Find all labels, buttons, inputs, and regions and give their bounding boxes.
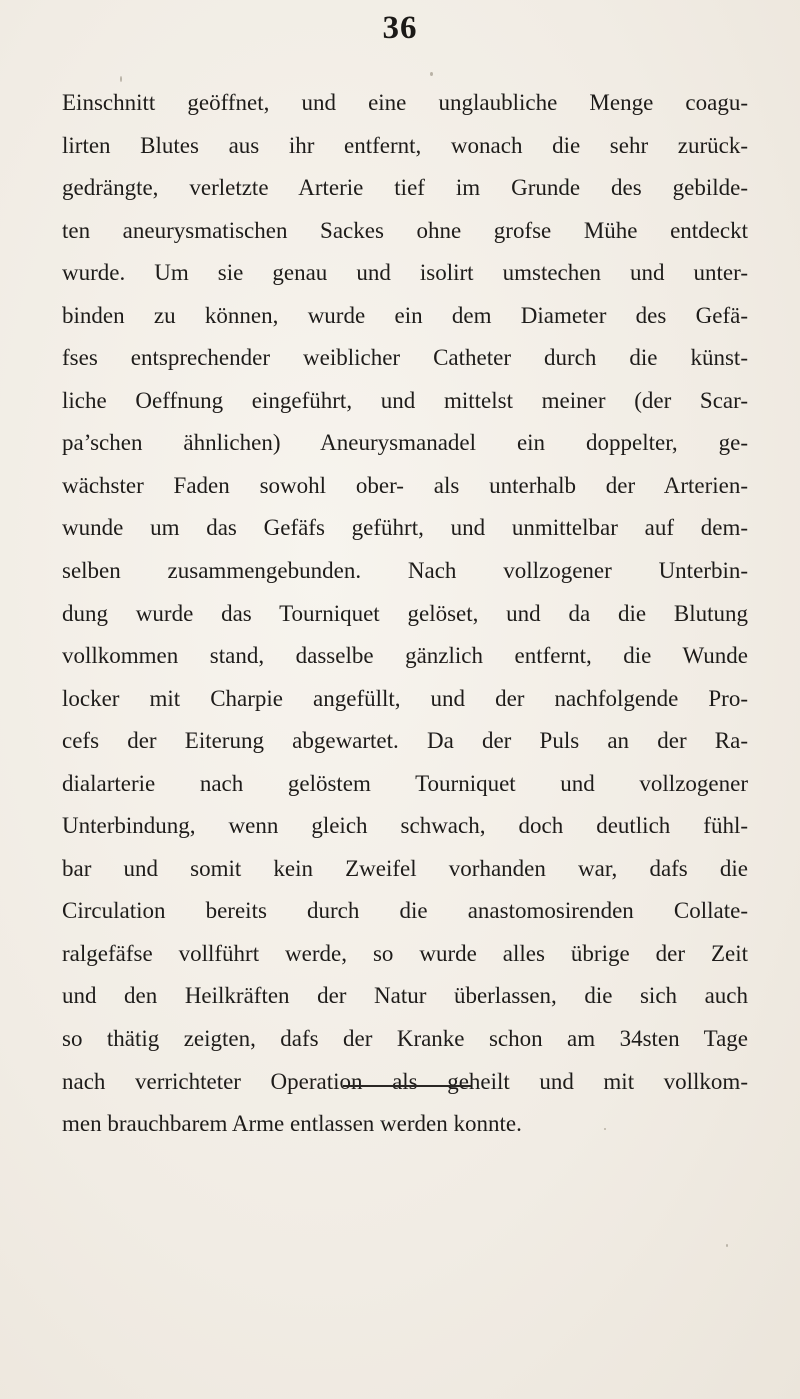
text-line: liche Oeffnung eingeführt, und mittelst meiner (der Scar- <box>62 387 748 413</box>
text-line: ralgefäfse vollführt werde, so wurde alles übrige der Zeit <box>62 940 748 966</box>
paper-speck <box>120 76 122 82</box>
text-line: selben zusammengebunden. Nach vollzogener Unterbin- <box>62 558 748 584</box>
text-line: gedrängte, verletzte Arterie tief im Grunde des gebilde- <box>62 175 748 201</box>
text-line: Einschnitt geöffnet, und eine unglaubliche Menge coagu- <box>62 90 748 115</box>
text-line: men brauchbarem Arme entlassen werden konnte. <box>62 1111 522 1137</box>
text-line: wunde um das Gefäfs geführt, und unmittelbar auf dem- <box>62 515 748 541</box>
paper-speck <box>430 72 433 76</box>
text-line: Unterbindung, wenn gleich schwach, doch deutlich fühl- <box>62 813 748 839</box>
text-line: dung wurde das Tourniquet gelöset, und da die Blutung <box>62 600 748 626</box>
text-line: wurde. Um sie genau und isolirt umstechen und unter- <box>62 260 748 286</box>
text-line: bar und somit kein Zweifel vorhanden war, dafs die <box>62 855 748 881</box>
section-divider <box>343 1085 471 1087</box>
text-line: pa’schen ähnlichen) Aneurysmanadel ein doppelter, ge- <box>62 430 748 456</box>
text-line: Circulation bereits durch die anastomosirenden Collate- <box>62 898 748 924</box>
text-line: binden zu können, wurde ein dem Diameter des Gefä- <box>62 302 748 328</box>
text-line: fses entsprechender weiblicher Catheter durch die künst- <box>62 345 748 371</box>
paper-speck <box>604 1128 606 1130</box>
text-line: wächster Faden sowohl ober- als unterhalb der Arterien- <box>62 472 748 498</box>
text-line: so thätig zeigten, dafs der Kranke schon am 34sten Tage <box>62 1026 748 1052</box>
text-line: vollkommen stand, dasselbe gänzlich entfernt, die Wunde <box>62 643 748 669</box>
text-line: lirten Blutes aus ihr entfernt, wonach die sehr zurück- <box>62 132 748 158</box>
body-text <box>62 82 748 1146</box>
text-line: locker mit Charpie angefüllt, und der nachfolgende Pro- <box>62 685 748 711</box>
text-line: nach verrichteter Operation als geheilt und mit vollkom- <box>62 1068 748 1094</box>
paper-speck <box>726 1244 728 1247</box>
text-line: dialarterie nach gelöstem Tourniquet und vollzogener <box>62 770 748 796</box>
text-line: cefs der Eiterung abgewartet. Da der Puls an der Ra- <box>62 728 748 754</box>
text-line: und den Heilkräften der Natur überlassen, die sich auch <box>62 983 748 1009</box>
text-line: ten aneurysmatischen Sackes ohne grofse Mühe entdeckt <box>62 217 748 243</box>
page-number: 36 <box>382 10 418 46</box>
